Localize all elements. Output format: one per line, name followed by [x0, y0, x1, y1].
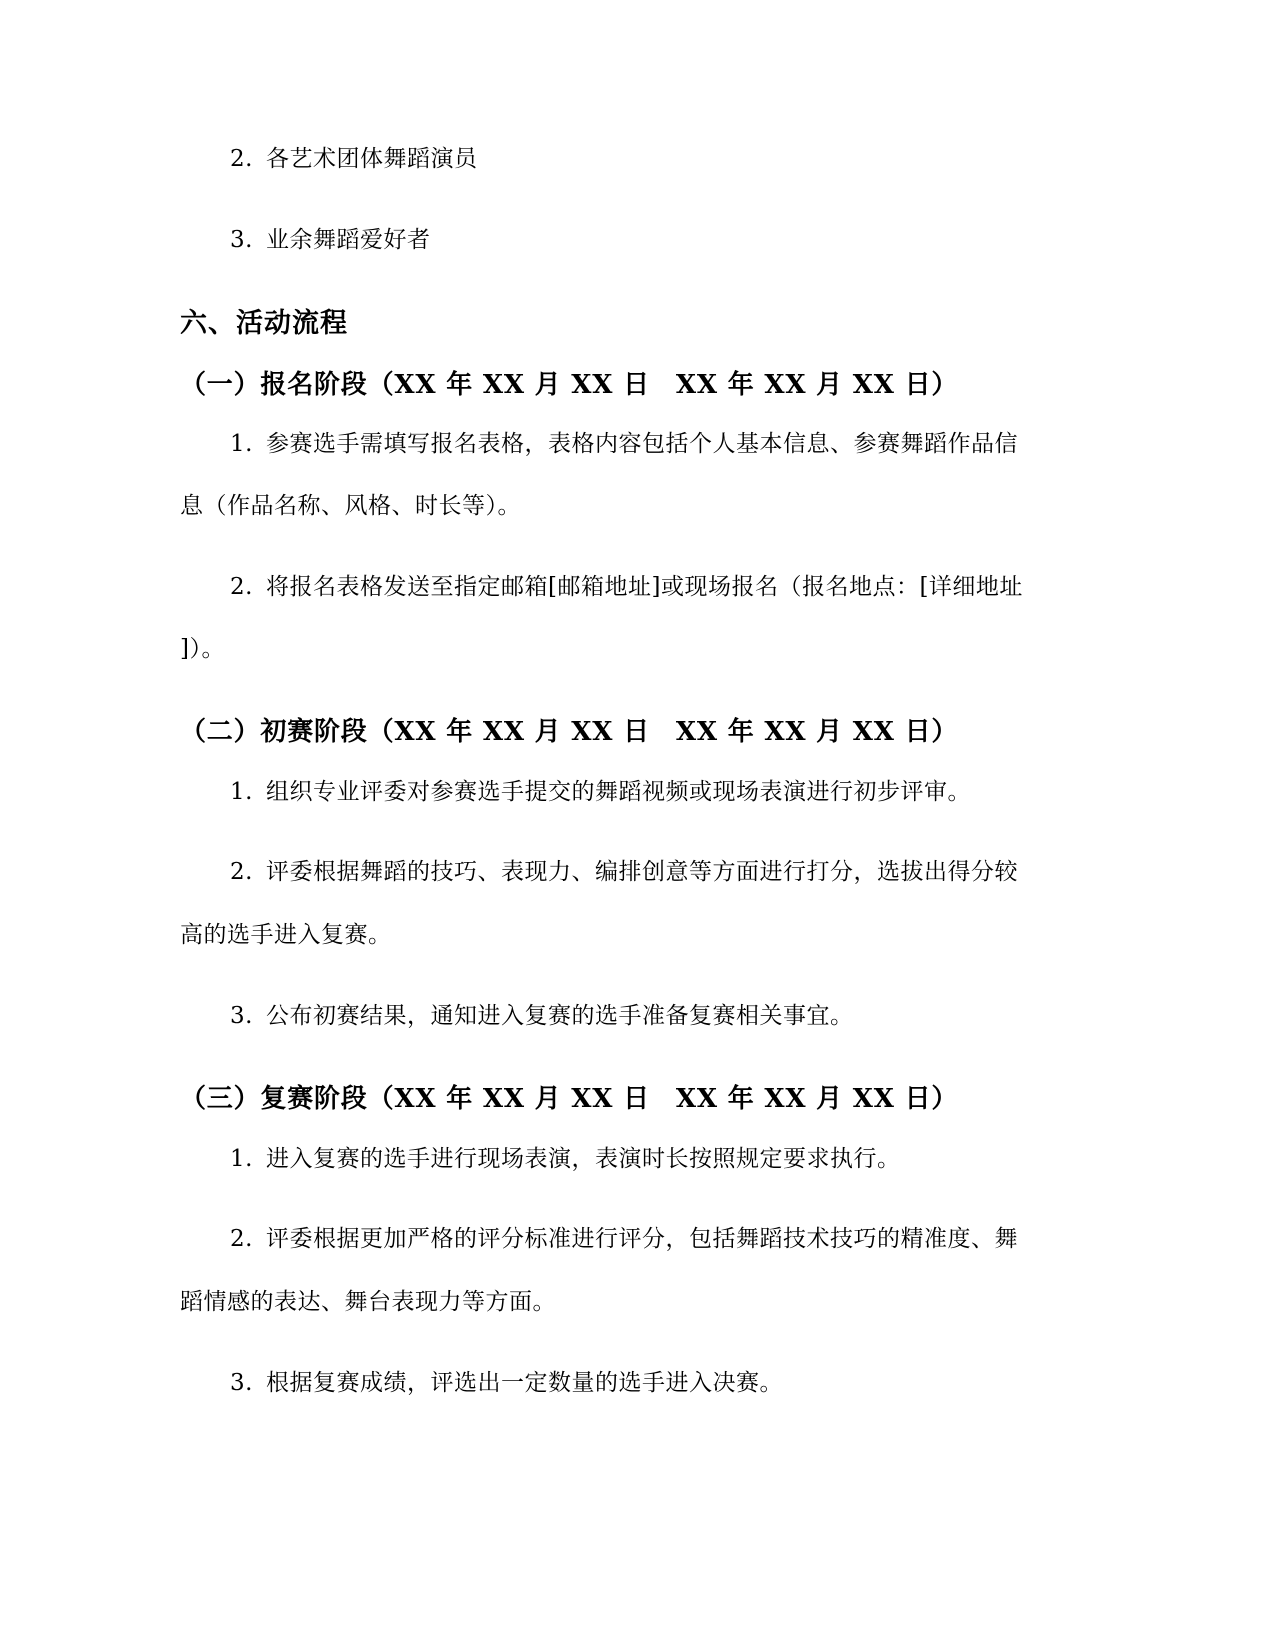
stage-heading-semifinal — [180, 1084, 958, 1114]
list-number: 1. — [230, 1146, 253, 1172]
list-item — [230, 777, 971, 807]
list-number: 2. — [230, 574, 253, 600]
list-item — [230, 429, 1018, 459]
list-item — [230, 572, 1023, 602]
list-text: 评委根据舞蹈的技巧、表现力、编排创意等方面进行打分，选拔出得分较 — [266, 859, 1018, 885]
list-number: 2. — [230, 146, 253, 172]
stage-heading-start: （二）初赛阶段（XX 年 XX 月 XX 日 — [180, 717, 650, 747]
list-text: 根据复赛成绩，评选出一定数量的选手进入决赛。 — [266, 1370, 783, 1396]
section-title: 六、活动流程 — [180, 308, 348, 339]
list-item-continuation: 高的选手进入复赛。 — [180, 922, 392, 948]
list-text: 将报名表格发送至指定邮箱[邮箱地址]或现场报名（报名地点：[详细地址 — [266, 574, 1023, 600]
list-number: 3. — [230, 227, 253, 253]
list-number: 2. — [230, 1226, 253, 1252]
list-number: 1. — [230, 779, 253, 805]
list-number: 2. — [230, 859, 253, 885]
list-item — [230, 225, 431, 255]
stage-heading-start: （三）复赛阶段（XX 年 XX 月 XX 日 — [180, 1084, 650, 1114]
stage-heading-preliminary — [180, 717, 958, 747]
list-item-continuation: ]）。 — [180, 636, 225, 662]
list-number: 3. — [230, 1003, 253, 1029]
list-item-continuation: 蹈情感的表达、舞台表现力等方面。 — [180, 1289, 556, 1315]
list-item — [230, 1224, 1018, 1254]
list-text: 各艺术团体舞蹈演员 — [266, 146, 478, 172]
list-text: 参赛选手需填写报名表格，表格内容包括个人基本信息、参赛舞蹈作品信 — [266, 431, 1018, 457]
stage-heading-end: XX 年 XX 月 XX 日） — [675, 1084, 959, 1114]
list-item — [230, 1368, 783, 1398]
list-text: 业余舞蹈爱好者 — [266, 227, 431, 253]
list-item — [230, 857, 1018, 887]
list-number: 3. — [230, 1370, 253, 1396]
list-item — [230, 144, 478, 174]
stage-heading-registration — [180, 370, 958, 400]
list-text: 公布初赛结果，通知进入复赛的选手准备复赛相关事宜。 — [266, 1003, 854, 1029]
stage-heading-end: XX 年 XX 月 XX 日） — [675, 717, 959, 747]
list-item-continuation: 息（作品名称、风格、时长等）。 — [180, 493, 521, 519]
list-item — [230, 1001, 854, 1031]
list-text: 进入复赛的选手进行现场表演，表演时长按照规定要求执行。 — [266, 1146, 901, 1172]
stage-heading-start: （一）报名阶段（XX 年 XX 月 XX 日 — [180, 370, 650, 400]
stage-heading-end: XX 年 XX 月 XX 日） — [675, 370, 959, 400]
list-item — [230, 1144, 901, 1174]
list-text: 评委根据更加严格的评分标准进行评分，包括舞蹈技术技巧的精准度、舞 — [266, 1226, 1018, 1252]
list-number: 1. — [230, 431, 253, 457]
list-text: 组织专业评委对参赛选手提交的舞蹈视频或现场表演进行初步评审。 — [266, 779, 971, 805]
